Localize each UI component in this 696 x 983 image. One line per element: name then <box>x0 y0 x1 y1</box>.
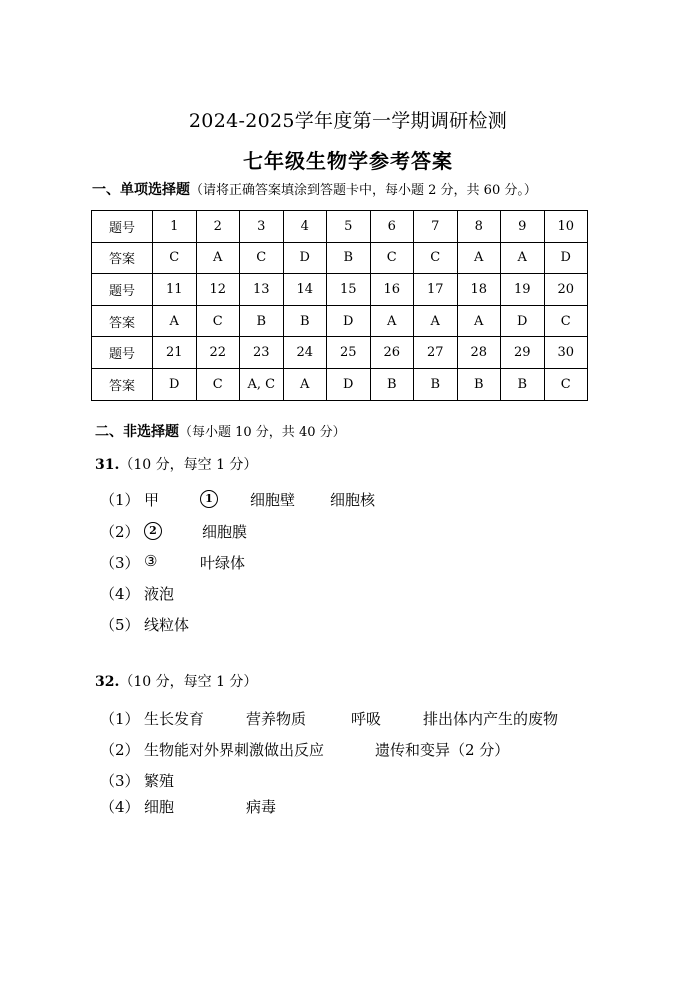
q31-a3-part1: ③ <box>144 552 158 570</box>
table-cell: A <box>501 242 545 274</box>
table-cell: 29 <box>501 337 545 369</box>
q32-a2-part2: 遗传和变异（2 分） <box>375 741 510 759</box>
q32-a4-part2: 病毒 <box>246 798 277 816</box>
answer-table <box>91 210 588 401</box>
q31-a4-num: （4） <box>100 585 140 603</box>
row-label: 答案 <box>92 368 153 400</box>
table-cell: 27 <box>414 337 458 369</box>
table-cell: B <box>501 368 545 400</box>
table-cell: C <box>196 305 240 337</box>
table-cell: 9 <box>501 211 545 243</box>
table-cell: 24 <box>283 337 327 369</box>
table-row <box>92 305 588 337</box>
table-cell: 2 <box>196 211 240 243</box>
table-cell: 11 <box>153 274 197 306</box>
section1-header <box>92 179 537 199</box>
q31-header <box>95 454 257 474</box>
table-cell: B <box>283 305 327 337</box>
table-cell: 14 <box>283 274 327 306</box>
table-cell: 7 <box>414 211 458 243</box>
q32-a2-num: （2） <box>100 741 140 759</box>
q31-a1-part3: 细胞壁 <box>250 491 296 509</box>
table-cell: D <box>501 305 545 337</box>
table-cell: 30 <box>544 337 588 369</box>
table-cell: A <box>153 305 197 337</box>
table-cell: C <box>196 368 240 400</box>
table-cell: 22 <box>196 337 240 369</box>
table-cell: B <box>414 368 458 400</box>
table-cell: 15 <box>327 274 371 306</box>
table-cell: 21 <box>153 337 197 369</box>
row-label: 题号 <box>92 274 153 306</box>
table-cell: 20 <box>544 274 588 306</box>
q31-a3-part2: 叶绿体 <box>200 554 246 572</box>
q32-score: （10 分，每空 1 分） <box>119 674 258 690</box>
table-cell: B <box>370 368 414 400</box>
table-cell: 16 <box>370 274 414 306</box>
section1-note: （请将正确答案填涂到答题卡中，每小题 2 分，共 60 分。） <box>190 183 537 198</box>
table-row <box>92 211 588 243</box>
table-cell: 8 <box>457 211 501 243</box>
table-cell: D <box>544 242 588 274</box>
q31-a1-num: （1） <box>100 491 140 509</box>
q31-a2-num: （2） <box>100 523 140 541</box>
table-cell: A, C <box>240 368 284 400</box>
table-cell: 10 <box>544 211 588 243</box>
table-cell: B <box>327 242 371 274</box>
table-cell: 17 <box>414 274 458 306</box>
row-label: 答案 <box>92 242 153 274</box>
row-label: 题号 <box>92 211 153 243</box>
table-row <box>92 337 588 369</box>
table-cell: 4 <box>283 211 327 243</box>
table-cell: 25 <box>327 337 371 369</box>
section2-note: （每小题 10 分，共 40 分） <box>179 425 346 440</box>
table-row <box>92 242 588 274</box>
table-cell: 6 <box>370 211 414 243</box>
table-cell: 19 <box>501 274 545 306</box>
q32-a1-part4: 排出体内产生的废物 <box>423 710 559 728</box>
table-cell: 13 <box>240 274 284 306</box>
q32-a4-part1: 细胞 <box>144 798 175 816</box>
table-cell: 26 <box>370 337 414 369</box>
table-cell: 18 <box>457 274 501 306</box>
q32-number: 32. <box>95 674 120 690</box>
q32-a2-part1: 生物能对外界刺激做出反应 <box>144 741 325 759</box>
table-cell: B <box>240 305 284 337</box>
table-cell: 5 <box>327 211 371 243</box>
section1-heading: 一、单项选择题 <box>92 182 190 198</box>
q32-a1-num: （1） <box>100 710 140 728</box>
q31-a5-num: （5） <box>100 616 140 634</box>
q31-a4-part1: 液泡 <box>144 585 175 603</box>
q31-a5-part1: 线粒体 <box>144 616 190 634</box>
table-cell: B <box>457 368 501 400</box>
table-cell: C <box>370 242 414 274</box>
table-cell: D <box>283 242 327 274</box>
q31-score: （10 分，每空 1 分） <box>119 457 258 473</box>
table-cell: D <box>327 305 371 337</box>
table-cell: 3 <box>240 211 284 243</box>
table-cell: C <box>153 242 197 274</box>
table-cell: A <box>457 305 501 337</box>
table-cell: A <box>283 368 327 400</box>
q32-a4-num: （4） <box>100 798 140 816</box>
row-label: 题号 <box>92 337 153 369</box>
table-cell: A <box>457 242 501 274</box>
table-row <box>92 274 588 306</box>
table-cell: A <box>370 305 414 337</box>
q31-a1-circled-number: 1 <box>200 490 218 508</box>
q32-a1-part3: 呼吸 <box>351 710 382 728</box>
q31-a1-part1: 甲 <box>144 491 160 509</box>
section2-heading: 二、非选择题 <box>95 424 179 440</box>
table-cell: 1 <box>153 211 197 243</box>
table-cell: C <box>544 368 588 400</box>
q31-a3-num: （3） <box>100 554 140 572</box>
table-cell: 12 <box>196 274 240 306</box>
row-label: 答案 <box>92 305 153 337</box>
table-cell: 23 <box>240 337 284 369</box>
table-cell: D <box>327 368 371 400</box>
table-cell: A <box>414 305 458 337</box>
q32-a1-part1: 生长发育 <box>144 710 205 728</box>
table-cell: C <box>240 242 284 274</box>
section2-header <box>95 421 346 441</box>
table-cell: A <box>196 242 240 274</box>
q31-number: 31. <box>95 457 120 473</box>
document-subtitle: 七年级生物学参考答案 <box>243 149 453 173</box>
table-cell: C <box>414 242 458 274</box>
table-cell: C <box>544 305 588 337</box>
table-cell: D <box>153 368 197 400</box>
document-title: 2024-2025学年度第一学期调研检测 <box>188 110 508 132</box>
table-cell: 28 <box>457 337 501 369</box>
q32-header <box>95 671 257 691</box>
q31-a2-circled-number: 2 <box>144 522 162 540</box>
q32-a3-part1: 繁殖 <box>144 772 175 790</box>
q32-a3-num: （3） <box>100 772 140 790</box>
q31-a1-part4: 细胞核 <box>330 491 376 509</box>
q32-a1-part2: 营养物质 <box>246 710 307 728</box>
q31-a2-part2: 细胞膜 <box>202 523 248 541</box>
table-row <box>92 368 588 400</box>
